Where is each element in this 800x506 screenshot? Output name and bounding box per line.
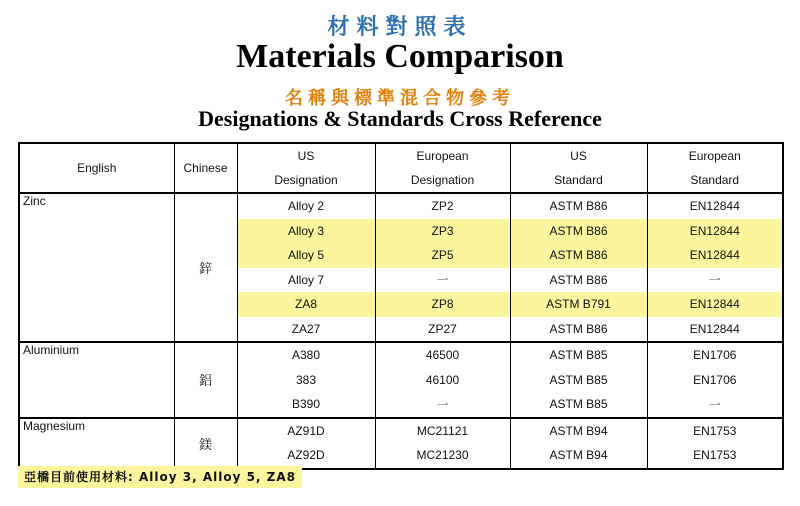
header-english: English (19, 143, 174, 193)
us-standard-cell: ASTM B85 (510, 342, 647, 368)
eu-designation-cell: 一 (375, 392, 510, 418)
eu-standard-cell: EN12844 (647, 219, 783, 244)
eu-standard-cell: EN12844 (647, 243, 783, 268)
material-chinese-name: 鋅 (174, 193, 237, 342)
us-standard-cell: ASTM B791 (510, 292, 647, 317)
eu-designation-cell: MC21230 (375, 443, 510, 469)
us-designation-cell: Alloy 7 (287, 272, 325, 287)
eu-designation-cell: ZP8 (375, 292, 510, 317)
us-designation-cell: Alloy 2 (237, 193, 375, 219)
header-eu-standard-line2: Standard (647, 168, 783, 193)
eu-designation-cell: ZP2 (375, 193, 510, 219)
material-english-name: Magnesium (19, 418, 174, 469)
eu-designation-cell: MC21121 (375, 418, 510, 444)
eu-standard-cell: EN12844 (647, 292, 783, 317)
eu-designation-cell: 一 (375, 268, 510, 293)
table-row (19, 342, 783, 368)
footer-note: 亞橋目前使用材料: Alloy 3, Alloy 5, ZA8 (18, 466, 302, 488)
eu-designation-cell: 46100 (375, 368, 510, 393)
us-designation-cell: AZ92D (237, 443, 375, 469)
eu-standard-cell: EN1706 (647, 342, 783, 368)
subtitle-chinese: 名稱與標準混合物參考 (285, 88, 515, 109)
us-standard-cell: ASTM B94 (510, 443, 647, 469)
header-chinese: Chinese (174, 143, 237, 193)
eu-standard-cell: EN12844 (647, 317, 783, 343)
header-us-designation-line2: Designation (237, 168, 375, 193)
us-designation-cell: A380 (237, 342, 375, 368)
eu-standard-cell: EN1753 (647, 443, 783, 469)
header-us-standard-line2: Standard (510, 168, 647, 193)
us-standard-cell: ASTM B86 (510, 243, 647, 268)
us-designation-cell: AZ91D (237, 418, 375, 444)
title-chinese: 材料對照表 (327, 15, 473, 40)
header-eu-designation-line1: European (375, 143, 510, 168)
eu-designation-cell: ZP3 (375, 219, 510, 244)
us-designation-cell: B390 (237, 392, 375, 418)
header-us-designation-line1: US (237, 143, 375, 168)
header-eu-standard-line1: European (647, 143, 783, 168)
us-designation-cell: ZA8 (237, 292, 375, 317)
table-row (19, 418, 783, 444)
table-row (19, 193, 783, 219)
material-chinese-name: 鋁 (174, 342, 237, 418)
eu-standard-cell: 一 (647, 268, 783, 293)
page-title: Materials Comparison (236, 38, 564, 75)
material-english-name: Zinc (19, 193, 174, 342)
us-standard-cell: ASTM B86 (510, 317, 647, 343)
header-us-standard-line1: US (510, 143, 647, 168)
eu-standard-cell: 一 (647, 392, 783, 418)
eu-designation-cell: 46500 (375, 342, 510, 368)
eu-designation-cell: ZP27 (375, 317, 510, 343)
table-body (19, 193, 783, 469)
us-designation-cell: ZA27 (237, 317, 375, 343)
us-designation-cell: 383 (295, 372, 317, 387)
material-english-name: Aluminium (19, 342, 174, 418)
us-standard-cell: ASTM B86 (510, 268, 647, 293)
eu-standard-cell: EN1753 (647, 418, 783, 444)
us-standard-cell: ASTM B85 (510, 392, 647, 418)
us-standard-cell: ASTM B85 (510, 368, 647, 393)
eu-designation-cell: ZP5 (375, 243, 510, 268)
us-standard-cell: ASTM B86 (510, 193, 647, 219)
eu-standard-cell: EN1706 (647, 368, 783, 393)
header-eu-designation-line2: Designation (375, 168, 510, 193)
us-designation-cell: Alloy 3 (237, 219, 375, 244)
material-chinese-name: 鎂 (174, 418, 237, 469)
materials-table (18, 142, 784, 470)
us-designation-cell: Alloy 5 (237, 243, 375, 268)
eu-standard-cell: EN12844 (647, 193, 783, 219)
us-standard-cell: ASTM B94 (510, 418, 647, 444)
page-subtitle: Designations & Standards Cross Reference (198, 106, 602, 131)
us-standard-cell: ASTM B86 (510, 219, 647, 244)
